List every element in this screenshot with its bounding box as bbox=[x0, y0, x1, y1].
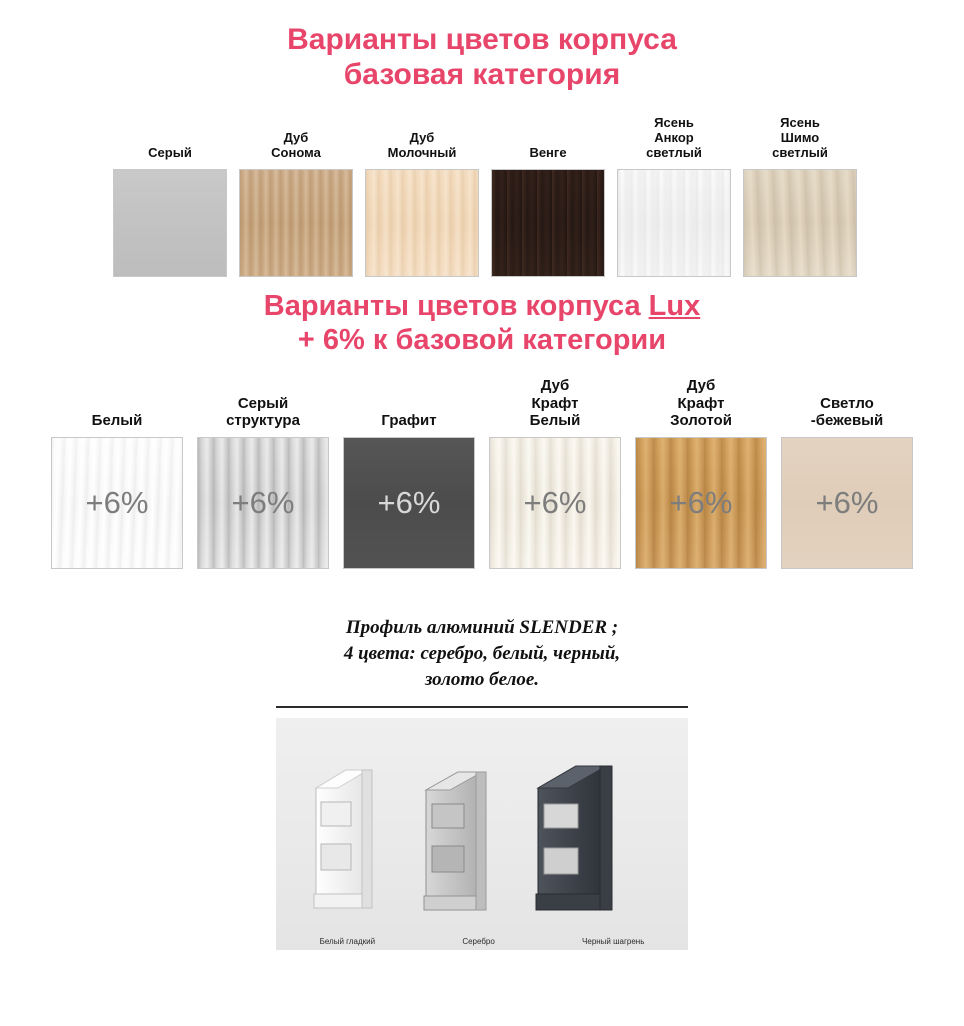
swatch-item-white[interactable] bbox=[44, 377, 190, 569]
swatch-label: Дуб Крафт Белый bbox=[529, 377, 581, 429]
swatch-surcharge-badge: +6% bbox=[377, 485, 441, 521]
swatch-label: Серый структура bbox=[226, 394, 300, 429]
swatch-label: Венге bbox=[529, 144, 567, 160]
swatch-color-oak-sonoma[interactable] bbox=[239, 169, 353, 277]
swatch-label: Серый bbox=[148, 144, 192, 160]
profile-label-white: Белый гладкий bbox=[319, 937, 376, 947]
swatch-color-oak-kraft-white[interactable] bbox=[489, 437, 621, 569]
profile-caption-line-2: 4 цвета: серебро, белый, черный, bbox=[343, 642, 621, 664]
swatch-color-grey-structure[interactable] bbox=[197, 437, 329, 569]
base-heading-line-1: Варианты цветов корпуса bbox=[287, 23, 677, 56]
profile-black bbox=[536, 766, 612, 910]
swatch-surcharge-badge: +6% bbox=[815, 485, 879, 521]
swatch-color-graphite[interactable] bbox=[343, 437, 475, 569]
swatch-item-grey[interactable] bbox=[107, 115, 233, 277]
swatch-label: Графит bbox=[381, 411, 437, 429]
swatch-color-grey[interactable] bbox=[113, 169, 227, 277]
swatch-color-oak-milk[interactable] bbox=[365, 169, 479, 277]
swatch-item-oak-sonoma[interactable] bbox=[233, 115, 359, 277]
swatch-label: Дуб Молочный bbox=[387, 129, 457, 160]
swatch-item-ash-shimo[interactable] bbox=[737, 115, 863, 277]
profile-photo bbox=[276, 718, 688, 950]
base-category-heading bbox=[0, 0, 964, 93]
profile-label-silver: Серебро bbox=[462, 937, 495, 947]
swatch-item-grey-structure[interactable] bbox=[190, 377, 336, 569]
swatch-item-oak-kraft-white[interactable] bbox=[482, 377, 628, 569]
swatch-label: Дуб Крафт Золотой bbox=[670, 377, 732, 429]
aluminium-profile-section bbox=[0, 615, 964, 950]
swatch-color-ash-ankor[interactable] bbox=[617, 169, 731, 277]
profile-caption bbox=[0, 615, 964, 692]
lux-heading-text: Варианты цветов корпуса bbox=[263, 289, 649, 322]
swatch-surcharge-badge: +6% bbox=[669, 485, 733, 521]
swatch-surcharge-badge: +6% bbox=[523, 485, 587, 521]
swatch-label: Светло -бежевый bbox=[810, 394, 884, 429]
swatch-item-oak-milk[interactable] bbox=[359, 115, 485, 277]
profile-label-black: Черный шагрень bbox=[582, 937, 645, 947]
swatch-surcharge-badge: +6% bbox=[85, 485, 149, 521]
base-heading-line-2: базовая категория bbox=[343, 58, 621, 92]
swatch-color-oak-kraft-gold[interactable] bbox=[635, 437, 767, 569]
swatch-item-oak-kraft-gold[interactable] bbox=[628, 377, 774, 569]
swatch-color-wenge[interactable] bbox=[491, 169, 605, 277]
swatch-item-wenge[interactable] bbox=[485, 115, 611, 277]
swatch-color-light-beige[interactable] bbox=[781, 437, 913, 569]
swatch-item-ash-ankor[interactable] bbox=[611, 115, 737, 277]
lux-heading-line-2: + 6% к базовой категории bbox=[297, 324, 667, 356]
profile-photo-labels bbox=[276, 937, 688, 946]
swatch-color-white[interactable] bbox=[51, 437, 183, 569]
swatch-surcharge-badge: +6% bbox=[231, 485, 295, 521]
profile-silver bbox=[424, 772, 486, 910]
lux-color-swatch-row bbox=[0, 377, 964, 569]
horizontal-divider bbox=[276, 706, 688, 708]
lux-category-heading bbox=[0, 277, 964, 357]
swatch-item-light-beige[interactable] bbox=[774, 377, 920, 569]
swatch-label: Ясень Шимо светлый bbox=[772, 114, 828, 160]
profile-caption-line-3: золото белое. bbox=[424, 668, 540, 690]
swatch-label: Белый bbox=[91, 411, 143, 429]
lux-heading-line-1 bbox=[0, 289, 964, 323]
swatch-color-ash-shimo[interactable] bbox=[743, 169, 857, 277]
lux-heading-lux-word: Lux bbox=[648, 289, 701, 322]
swatch-item-graphite[interactable] bbox=[336, 377, 482, 569]
swatch-label: Ясень Анкор светлый bbox=[646, 114, 702, 160]
profile-white bbox=[314, 770, 372, 908]
swatch-label: Дуб Сонома bbox=[271, 129, 321, 160]
profile-caption-line-1: Профиль алюминий SLENDER ; bbox=[345, 617, 619, 639]
base-color-swatch-row bbox=[0, 115, 964, 277]
profile-illustration-icon bbox=[276, 718, 688, 950]
